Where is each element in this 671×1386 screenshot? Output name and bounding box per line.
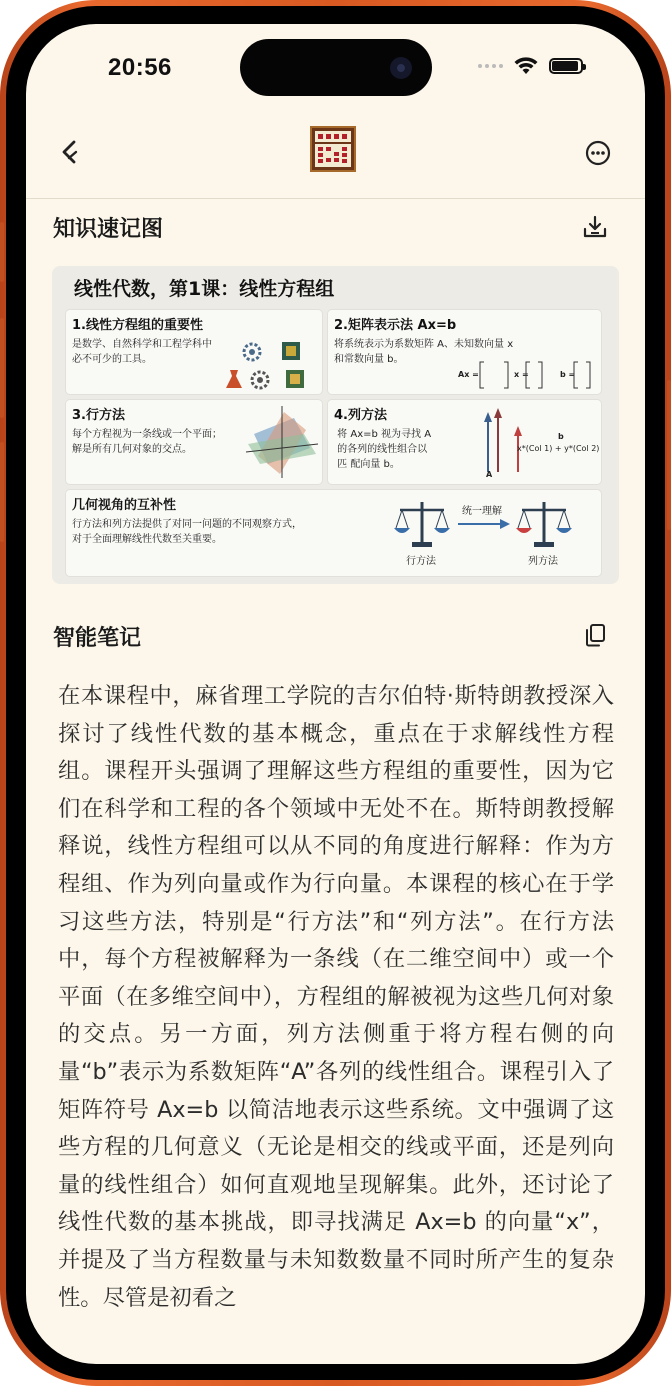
back-icon[interactable] bbox=[56, 138, 84, 166]
balance-left-label: 行方法 bbox=[406, 556, 436, 567]
cell-text: 是数学、自然科学和工程学科中 必不可少的工具。 bbox=[72, 339, 212, 365]
status-icons bbox=[478, 56, 583, 76]
cell-title: 3.行方法 bbox=[72, 408, 125, 423]
balance-scale-icon bbox=[514, 498, 574, 550]
column-combination-label: x*(Col 1) + y*(Col 2) bbox=[517, 444, 600, 453]
matrix-brackets-icon bbox=[478, 360, 598, 390]
abacus-icon bbox=[310, 126, 356, 172]
balance-middle-label: 统一理解 bbox=[462, 506, 502, 517]
volume-down-button bbox=[0, 442, 4, 542]
volume-up-button bbox=[0, 318, 4, 418]
more-options-icon[interactable] bbox=[585, 140, 611, 166]
balance-scale-icon bbox=[392, 498, 452, 550]
science-tools-icon bbox=[222, 338, 318, 392]
matrix-b-label: b = bbox=[560, 370, 576, 379]
concept-cell-row-method bbox=[66, 400, 322, 484]
cell-text: 每个方程视为一条线或一个平面； 解是所有几何对象的交点。 bbox=[72, 429, 222, 455]
battery-icon bbox=[549, 58, 583, 74]
column-vectors-icon bbox=[478, 408, 528, 474]
knowledge-map-card[interactable] bbox=[52, 266, 619, 584]
arrow-right-icon bbox=[458, 518, 510, 530]
concept-cell-column-method bbox=[328, 400, 601, 484]
power-button bbox=[667, 380, 671, 530]
status-time: 20:56 bbox=[108, 54, 172, 81]
cell-title: 几何视角的互补性 bbox=[72, 498, 177, 513]
concept-cell-complementarity bbox=[66, 490, 601, 576]
cell-text: 将系统表示为系数矩阵 A、未知数向量 x 和常数向量 b。 bbox=[334, 339, 514, 365]
matrix-x-label: x = bbox=[514, 370, 529, 379]
volume-button bbox=[0, 222, 4, 282]
cell-title: 4.列方法 bbox=[334, 408, 387, 423]
concept-cell-matrix bbox=[328, 310, 601, 394]
knowledge-map-title: 知识速记图 bbox=[53, 217, 164, 242]
app-screen bbox=[26, 24, 645, 1364]
download-icon[interactable] bbox=[582, 214, 608, 240]
cell-title: 1.线性方程组的重要性 bbox=[72, 318, 203, 333]
knowledge-map-card-title: 线性代数，第1课：线性方程组 bbox=[74, 278, 335, 300]
column-b-label: b bbox=[558, 432, 564, 441]
cell-text: 行方法和列方法提供了对同一问题的不同观察方式， 对于全面理解线性代数至关重要。 bbox=[72, 519, 302, 545]
camera-icon bbox=[390, 57, 412, 79]
copy-icon[interactable] bbox=[582, 622, 608, 648]
balance-right-label: 列方法 bbox=[528, 556, 558, 567]
cell-title: 2.矩阵表示法 Ax=b bbox=[334, 318, 457, 333]
matrix-ax-label: Ax = bbox=[458, 370, 479, 379]
concept-cell-importance bbox=[66, 310, 322, 394]
dynamic-island bbox=[240, 39, 432, 96]
intersecting-planes-icon bbox=[244, 404, 320, 480]
smart-notes-body: 在本课程中，麻省理工学院的吉尔伯特·斯特朗教授深入探讨了线性代数的基本概念，重点在于求解线性方程组。课程开头强调了理解这些方程组的重要性，因为它们在科学和工程的各个领域中无处不在。斯特朗教授解释说，线性方程组可以从不同的角度进行解释：作为方程组、作为列向量或作为行向量。本课程的核心在于学习这些方法，特别是“行方法”和“列方法”。在行方法中，每个方程被解释为一条线（在二维空间中）或一个平面（在多维空间中），方程组的解被视为这些几何对象的交点。另一方面，列方法侧重于将方程右侧的向量“b”表示为系数矩阵“A”各列的线性组合。课程引入了矩阵符号 Ax=b 以简洁地表示这些系统。文中强调了这些方程的几何意义（无论是相交的线或平面，还是列向量的线性组合）如何直观地呈现解集。此外，还讨论了线性代数的基本挑战，即寻找满足 Ax=b 的向量“x”，并提及了当方程数量与未知数数量不同时所产生的复杂性。尽管是初看之 bbox=[58, 683, 614, 1311]
smart-notes-title: 智能笔记 bbox=[53, 626, 142, 651]
cellular-signal-icon bbox=[478, 64, 503, 68]
top-nav-bar bbox=[26, 116, 645, 199]
column-a-label: A bbox=[486, 470, 493, 479]
cell-text: 将 Ax=b 视为寻找 A 的各列的线性组合以 匹 配向量 b。 bbox=[337, 429, 432, 470]
wifi-icon bbox=[513, 56, 539, 76]
